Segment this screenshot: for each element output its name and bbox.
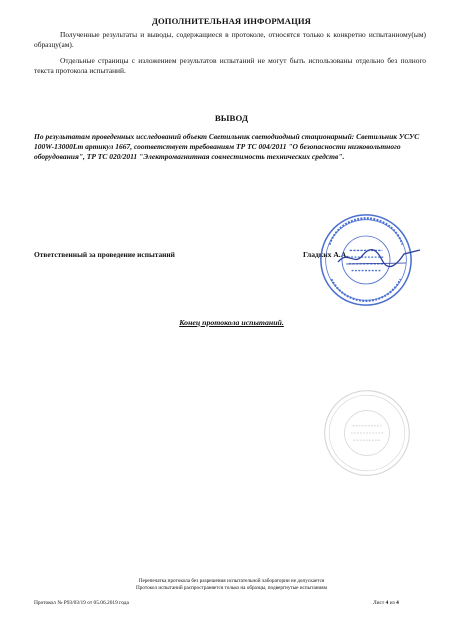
info-paragraph-1: Полученные результаты и выводы, содержащиеся в протоколе, относятся только к конкретно испытанному(ым) образцу(ам). bbox=[34, 30, 426, 49]
info-paragraph-2: Отдельные страницы с изложением результатов испытаний не могут быть использованы отдельно без полного текста протокола испытаний. bbox=[34, 56, 426, 75]
responsible-label: Ответственный за проведение испытаний bbox=[34, 250, 175, 259]
info-heading: ДОПОЛНИТЕЛЬНАЯ ИНФОРМАЦИЯ bbox=[151, 16, 311, 26]
conclusion-text: По результатам проведенных исследований объект Светильник светодиодный стационарный: Светильник УСУС 100W-13000Lm артикул 1667, соответствует требованиям ТР ТС 004/2011 "О безопасности низковольтного оборудования", ТР ТС 020/2011 "Электромагнитная совместимость технических средств". bbox=[34, 132, 420, 162]
sheet-of: из bbox=[389, 600, 395, 606]
sheet-prefix: Лист bbox=[373, 600, 385, 606]
footer-protocol-number: Протокол № Р93/03/19 от 05.06.2019 года bbox=[34, 600, 129, 606]
end-of-protocol: Конец протокола испытаний. bbox=[179, 318, 284, 327]
footer-note-reprint: Перепечатка протокола без разрешения испытательной лаборатории не допускается bbox=[138, 578, 325, 584]
responsible-name: Гладких А.А. bbox=[303, 250, 349, 259]
sheet-number: 4 bbox=[385, 600, 389, 606]
show-through-stamp bbox=[322, 388, 412, 478]
signature bbox=[336, 244, 422, 270]
sheet-total: 4 bbox=[396, 600, 399, 606]
footer-sheet-counter bbox=[373, 600, 399, 606]
footer-note-scope: Протокол испытаний распространяется только на образцы, подвергнутые испытаниям bbox=[136, 585, 327, 591]
conclusion-heading: ВЫВОД bbox=[214, 113, 249, 123]
